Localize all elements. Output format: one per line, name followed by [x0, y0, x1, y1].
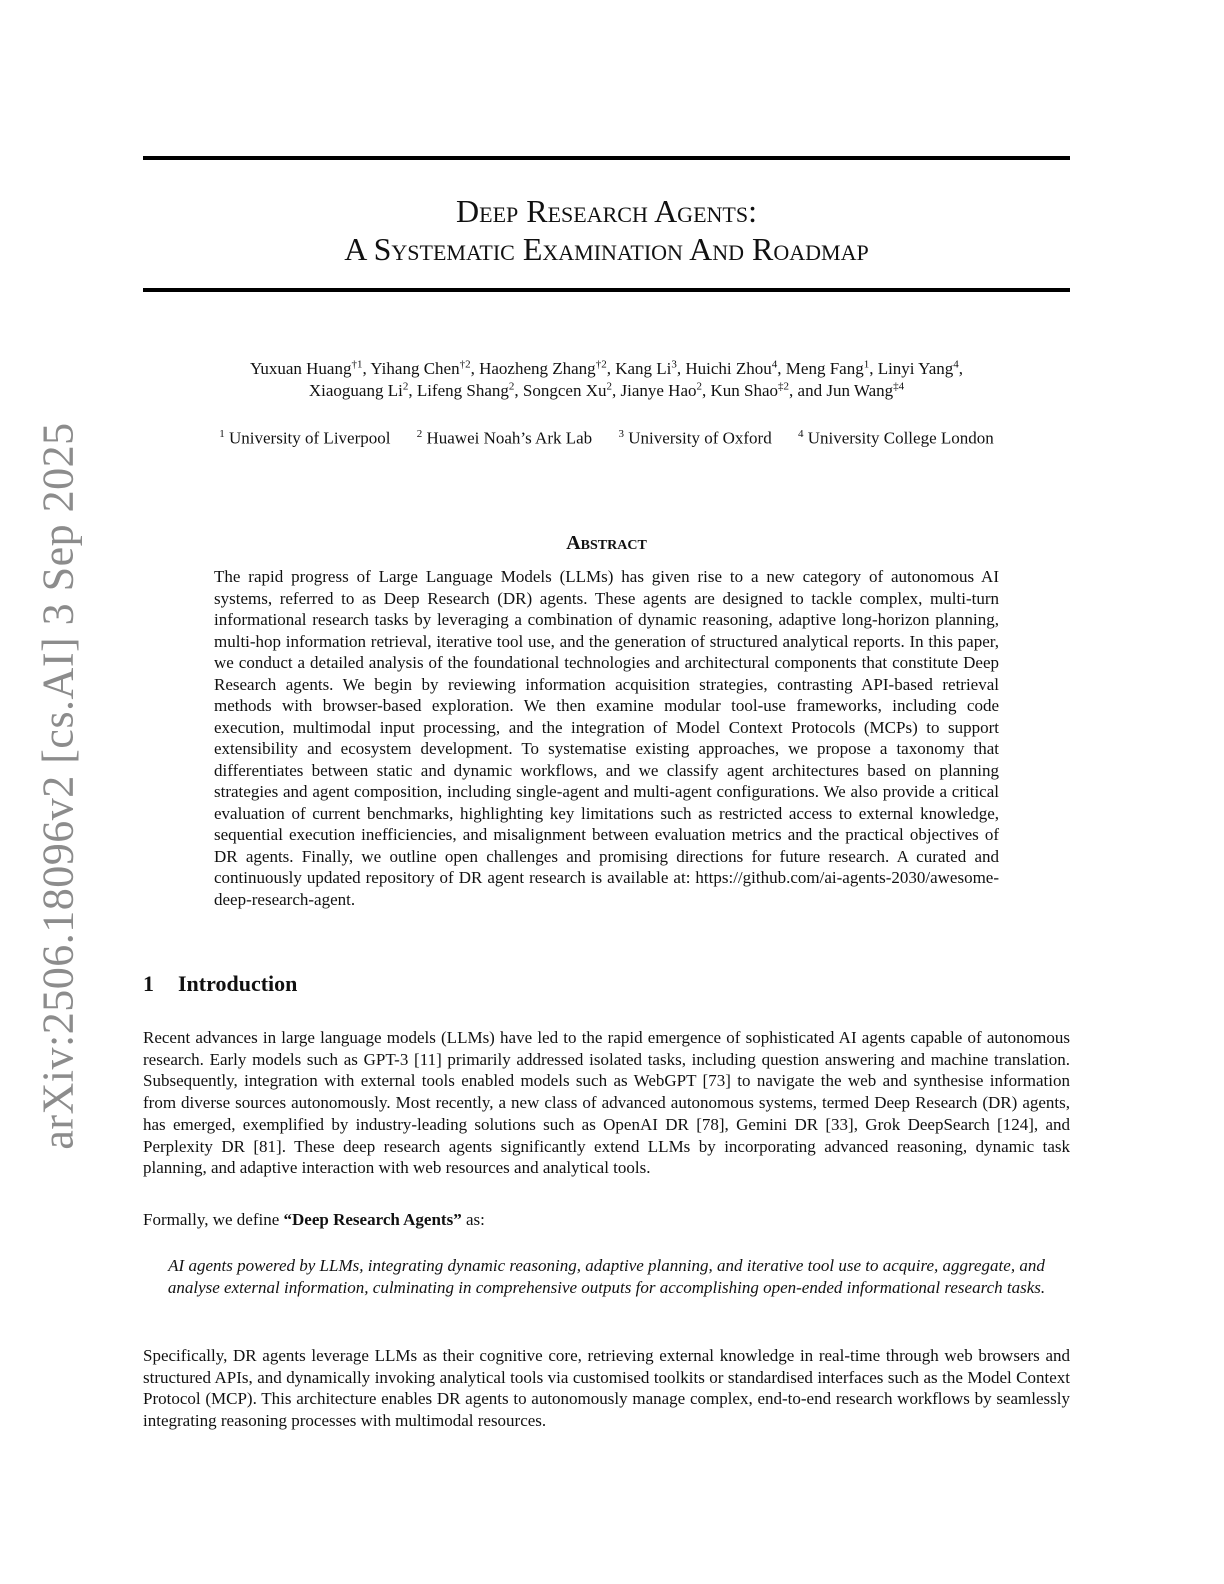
section-title: Introduction [178, 971, 298, 996]
author-marker: 1 [863, 358, 870, 371]
affiliation [219, 423, 390, 450]
author-name: Huichi Zhou [685, 359, 772, 378]
title-top-rule [143, 156, 1070, 160]
author-marker: 4 [771, 358, 778, 371]
author-name: Yihang Chen [370, 359, 460, 378]
author-name: Kang Li [615, 359, 672, 378]
author-name: Jun Wang [826, 381, 894, 400]
affiliation-number: 1 [219, 428, 225, 440]
section-heading [143, 971, 297, 997]
intro-paragraph-2 [143, 1209, 1070, 1231]
affiliation-name: University College London [807, 428, 994, 448]
affiliation-name: University of Oxford [628, 428, 772, 448]
title-line-1: Deep Research Agents: [456, 193, 757, 229]
abstract-heading: Abstract [566, 532, 647, 554]
author-line-1: Yuxuan Huang$^{\dagger 1}$, Yihang Chen$^{\dagger 2}$, Haozheng Zhang$^{\dagger 2}$, Kang Li$^3$, Huichi Zhou$^4$, Meng Fang$^1$, Linyi Yang$^4$, [249, 358, 964, 378]
author-name: Kun Shao [710, 381, 779, 400]
defined-term: “Deep Research Agents” [283, 1210, 462, 1229]
affiliation [618, 423, 771, 450]
author-marker: †2 [459, 358, 471, 371]
author-name: Lifeng Shang [416, 381, 509, 400]
author-name: Linyi Yang [877, 359, 954, 378]
author-name: Yuxuan Huang [249, 359, 352, 378]
paper-title [143, 192, 1070, 268]
author-name: Meng Fang [785, 359, 864, 378]
author-name: Songcen Xu [522, 381, 607, 400]
abstract-text: The rapid progress of Large Language Models (LLMs) has given rise to a new category of autonomous AI systems, referred to as Deep Research (DR) agents. These agents are designed to tackle complex, multi-turn informational research tasks by leveraging a combination of dynamic reasoning, adaptive long-horizon planning, multi-hop information retrieval, iterative tool use, and the generation of structured analytical reports. In this paper, we conduct a detailed analysis of the foundational technologies and architectural components that constitute Deep Research agents. We begin by reviewing information acquisition strategies, contrasting API-based retrieval methods with browser-based exploration. We then examine modular tool-use frameworks, including code execution, multimodal input processing, and the integration of Model Context Protocols (MCPs) to support extensibility and ecosystem development. To systematise existing approaches, we propose a taxonomy that differentiates between static and dynamic workflows, and we classify agent architectures based on planning strategies and agent composition, including single-agent and multi-agent configurations. We also provide a critical evaluation of current benchmarks, highlighting key limitations such as restricted access to external knowledge, sequential execution inefficiencies, and misalignment between evaluation metrics and the practical objectives of DR agents. Finally, we outline open challenges and promising directions for future research. A curated and continuously updated repository of DR agent research is available at: https://github.com/ai-agents-2030/awesome-deep-research-agent. [214, 567, 999, 909]
author-name: Haozheng Zhang [479, 359, 596, 378]
author-marker: 3 [671, 358, 677, 371]
author-list [143, 358, 1070, 402]
author-marker: 2 [606, 380, 612, 393]
intro-paragraph-1: Recent advances in large language models (LLMs) have led to the rapid emergence of sophisticated AI agents capable of autonomous research. Early models such as GPT-3 [11] primarily addressed isolated tasks, including question answering and machine translation. Subsequently, integration with external tools enabled models such as WebGPT [73] to navigate the web and synthesise information from diverse sources autonomously. Most recently, a new class of advanced autonomous systems, termed Deep Research (DR) agents, has emerged, exemplified by industry-leading solutions such as OpenAI DR [78], Gemini DR [33], Grok DeepSearch [124], and Perplexity DR [81]. These deep research agents significantly extend LLMs by incorporating advanced reasoning, dynamic task planning, and adaptive interaction with web resources and analytical tools. [143, 1028, 1070, 1178]
author-marker: †1 [351, 358, 363, 371]
author-marker: ‡4 [893, 380, 905, 393]
affiliation-name: Huawei Noah’s Ark Lab [426, 428, 593, 448]
arxiv-side-stamp [28, 422, 88, 1150]
author-conjunction: and [797, 381, 823, 400]
affiliation-name: University of Liverpool [229, 428, 391, 448]
author-marker: ‡2 [778, 380, 790, 393]
affiliation [417, 423, 592, 450]
affiliation-number: 4 [797, 428, 804, 440]
affiliation [798, 423, 994, 450]
author-marker: 2 [402, 380, 409, 393]
author-marker: 4 [953, 358, 959, 371]
author-marker: †2 [595, 358, 607, 371]
affiliation-list [143, 423, 1070, 450]
title-line-2: A Systematic Examination And Roadmap [344, 231, 869, 267]
arxiv-identifier: arXiv:2506.18096v2 [cs.AI] 3 Sep 2025 [33, 422, 83, 1150]
affiliation-number: 2 [416, 428, 423, 440]
section-number: 1 [143, 971, 154, 996]
intro-paragraph-3: Specifically, DR agents leverage LLMs as their cognitive core, retrieving external knowledge in real-time through web browsers and structured APIs, and dynamically invoking analytical tools via customised toolkits or standardised interfaces such as the Model Context Protocol (MCP). This architecture enables DR agents to autonomously manage complex, end-to-end research workflows by seamlessly integrating reasoning processes with multimodal resources. [143, 1346, 1070, 1431]
author-name: Xiaoguang Li [308, 381, 403, 400]
author-marker: 2 [508, 380, 515, 393]
definition-lead: Formally, we define [143, 1210, 280, 1229]
title-bottom-rule [143, 288, 1070, 292]
author-marker: 2 [696, 380, 702, 393]
definition-lead-suffix: as: [465, 1210, 485, 1229]
author-name: Jianye Hao [620, 381, 697, 400]
definition-quote: AI agents powered by LLMs, integrating dynamic reasoning, adaptive planning, and iterative tool use to acquire, aggregate, and analyse external information, culminating in comprehensive outputs for accomplishing open-ended informational research tasks. [167, 1256, 1046, 1297]
author-line-2: Xiaoguang Li$^2$, Lifeng Shang$^2$, Songcen Xu$^2$, Jianye Hao$^2$, Kun Shao$^{\ddagger 2}$, and Jun Wang$^{\ddagger 4}$ [308, 380, 905, 400]
affiliation-number: 3 [618, 428, 624, 440]
